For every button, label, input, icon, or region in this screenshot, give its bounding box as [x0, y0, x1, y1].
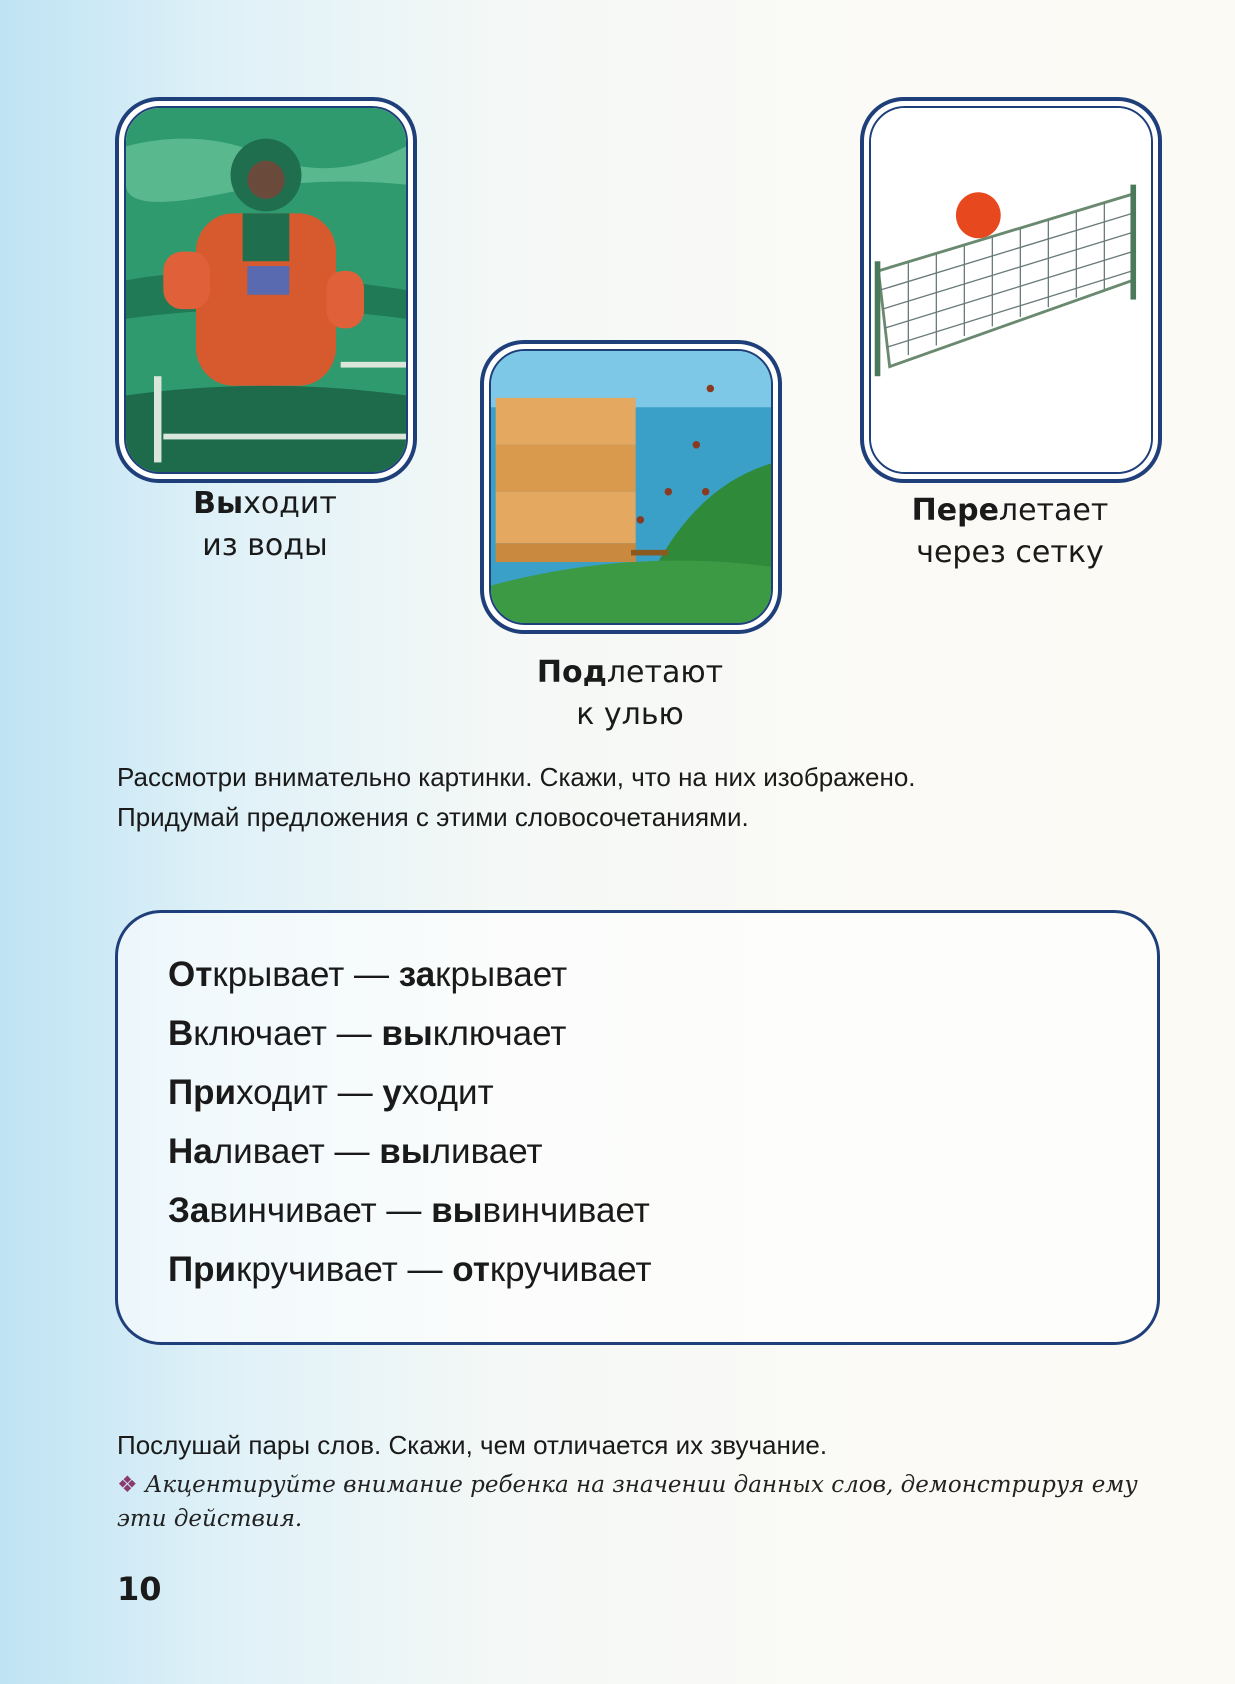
word: кручивает: [236, 1250, 398, 1289]
prefix: за: [398, 955, 436, 994]
prefix: вы: [431, 1191, 483, 1230]
prefix: При: [168, 1073, 237, 1112]
caption-rest: летают: [606, 655, 724, 690]
caption-rest: летает: [998, 493, 1109, 528]
word: винчивает: [482, 1191, 650, 1230]
prefix: у: [382, 1073, 402, 1112]
prefix: При: [168, 1250, 237, 1289]
word: ключает: [193, 1014, 327, 1053]
prefix: вы: [381, 1014, 433, 1053]
caption-rest: ходит: [243, 486, 337, 521]
beehive-illustration: [489, 349, 773, 625]
word: ходит: [401, 1073, 494, 1112]
caption-line2: из воды: [202, 528, 328, 563]
word: ходит: [236, 1073, 328, 1112]
dash: —: [327, 1073, 383, 1112]
instruction-line: Придумай предложения с этими словосочетаниями.: [117, 802, 749, 832]
picture-beehive: [480, 340, 782, 634]
caption-prefix: Пере: [911, 493, 999, 528]
caption-diver: [135, 483, 395, 567]
note-text: Акцентируйте внимание ребенка на значении данных слов, демонстрируя ему эти действия.: [117, 1472, 1138, 1532]
word: крывает: [212, 955, 345, 994]
instruction-line: Рассмотри внимательно картинки. Скажи, что на них изображено.: [117, 762, 916, 792]
page-number: 10: [117, 1570, 162, 1608]
dash: —: [376, 1191, 432, 1230]
caption-prefix: Под: [536, 655, 607, 690]
volleyball-net-illustration: [869, 106, 1153, 474]
instruction-1: [117, 757, 916, 837]
diamond-icon: ❖: [117, 1472, 138, 1498]
prefix: от: [452, 1250, 490, 1289]
dash: —: [397, 1250, 453, 1289]
caption-line2: через сетку: [916, 535, 1104, 570]
dash: —: [324, 1132, 380, 1171]
word-pair: [168, 1073, 494, 1113]
dash: —: [344, 955, 399, 994]
word: винчивает: [209, 1191, 377, 1230]
word-pair: [168, 1191, 650, 1231]
word: крывает: [435, 955, 568, 994]
prefix: От: [168, 955, 213, 994]
caption-line2: к улью: [576, 697, 684, 732]
diver-illustration: [124, 106, 408, 474]
picture-diver: [115, 97, 417, 483]
word: кручивает: [489, 1250, 652, 1289]
prefix: За: [168, 1191, 210, 1230]
caption-beehive: [500, 652, 760, 736]
word: ливает: [212, 1132, 325, 1171]
caption-net: [880, 490, 1140, 574]
prefix: На: [168, 1132, 213, 1171]
prefix: В: [168, 1014, 194, 1053]
caption-prefix: Вы: [193, 486, 244, 521]
word-pair: [168, 955, 567, 995]
word: ливает: [430, 1132, 543, 1171]
dash: —: [326, 1014, 382, 1053]
teacher-note: [117, 1468, 1167, 1536]
word-pair: [168, 1132, 543, 1172]
word-pair: [168, 1250, 652, 1290]
word: ключает: [432, 1014, 567, 1053]
instruction-2: Послушай пары слов. Скажи, чем отличается их звучание.: [117, 1430, 828, 1460]
word-pair: [168, 1014, 566, 1054]
picture-net: [860, 97, 1162, 483]
prefix: вы: [379, 1132, 431, 1171]
